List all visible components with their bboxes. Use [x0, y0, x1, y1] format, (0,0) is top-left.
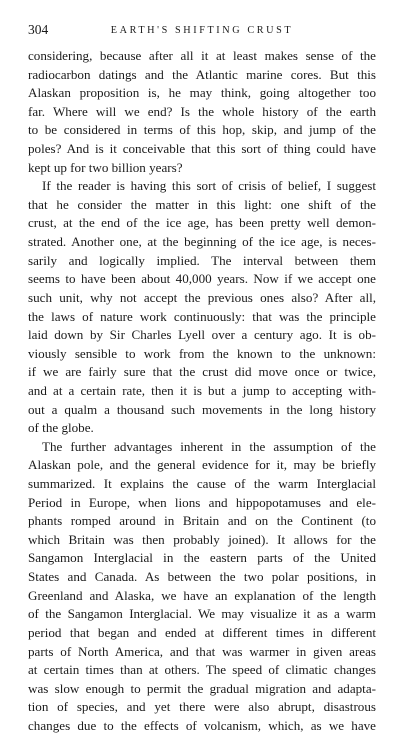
text-line: phants romped around in Britain and on the Continent (to — [28, 513, 376, 529]
text-line: out a qualm a thousand such movements in the long history — [28, 401, 376, 417]
text-line: was slow enough to permit the gradual migration and adapta- — [28, 680, 376, 696]
text-line: Greenland and Alaska, we have an explanation of the length — [28, 587, 376, 603]
text-line: poles? And is it conceivable that this sort of thing could have — [28, 141, 376, 157]
text-line: far. Where will we end? Is the whole history of the earth — [28, 103, 376, 119]
text-line: radiocarbon datings and the Atlantic marine cores. But this — [28, 66, 376, 82]
text-line: period that began and ended at different times in different — [28, 624, 376, 640]
text-line: seems to have been about 40,000 years. Now if we accept one — [28, 271, 376, 287]
running-head — [28, 22, 376, 38]
text-line: tion of species, and yet there were also abrupt, disastrous — [28, 699, 376, 715]
text-line: Period in Europe, when lions and hippopotamuses and ele- — [28, 494, 376, 510]
text-line: sarily and logically implied. The interval between them — [28, 252, 376, 268]
paragraph-start-line: The further advantages inherent in the assumption of the — [42, 438, 376, 454]
text-line: changes due to the effects of volcanism, which, as we have — [28, 717, 376, 733]
text-line: Alaskan proposition is, he may think, going altogether too — [28, 85, 376, 101]
text-line: strated. Another one, at the beginning of the ice age, is neces- — [28, 234, 376, 250]
text-line: if we are fairly sure that the crust did move once or twice, — [28, 364, 376, 380]
paragraph-start-line: If the reader is having this sort of crisis of belief, I suggest — [42, 178, 376, 194]
text-line: considering, because after all it at least makes sense of the — [28, 48, 376, 63]
text-line: which Britain was then probably joined). It allows for the — [28, 531, 376, 547]
paragraph-end-line: of the globe. — [28, 420, 94, 436]
text-line: and at a certain rate, then it is but a jump to accepting with- — [28, 382, 376, 398]
text-line: parts of North America, and that was warmer in given areas — [28, 643, 376, 659]
text-line: at certain times than at others. The speed of climatic changes — [28, 662, 376, 678]
text-line: Alaskan pole, and the general evidence for it, may be briefly — [28, 457, 376, 473]
text-line: to be considered in terms of this hop, skip, and jump of the — [28, 122, 376, 138]
text-line: States and Canada. As between the two polar positions, in — [28, 569, 376, 585]
text-line: viously sensible to work from the known to the unknown: — [28, 345, 376, 361]
page-number: 304 — [28, 22, 49, 37]
paragraph-end-line: kept up for two billion years? — [28, 159, 183, 175]
body-text — [28, 47, 376, 736]
text-line: of the Sangamon Interglacial. We may visualize it as a warm — [28, 606, 376, 622]
text-line: the laws of nature work continuously: that was the principle — [28, 308, 376, 324]
text-line: summarized. It explains the cause of the warm Interglacial — [28, 476, 376, 492]
text-line: that he consider the matter in this light: one shift of the — [28, 196, 376, 212]
text-line: crust, at the end of the ice age, has been pretty well demon- — [28, 215, 376, 231]
running-title: EARTH'S SHIFTING CRUST — [110, 25, 294, 36]
text-line: Sangamon Interglacial in the eastern parts of the United — [28, 550, 376, 566]
text-line: laid down by Sir Charles Lyell over a century ago. It is ob- — [28, 327, 376, 343]
text-line: such unit, why not accept the previous ones also? After all, — [28, 289, 376, 305]
